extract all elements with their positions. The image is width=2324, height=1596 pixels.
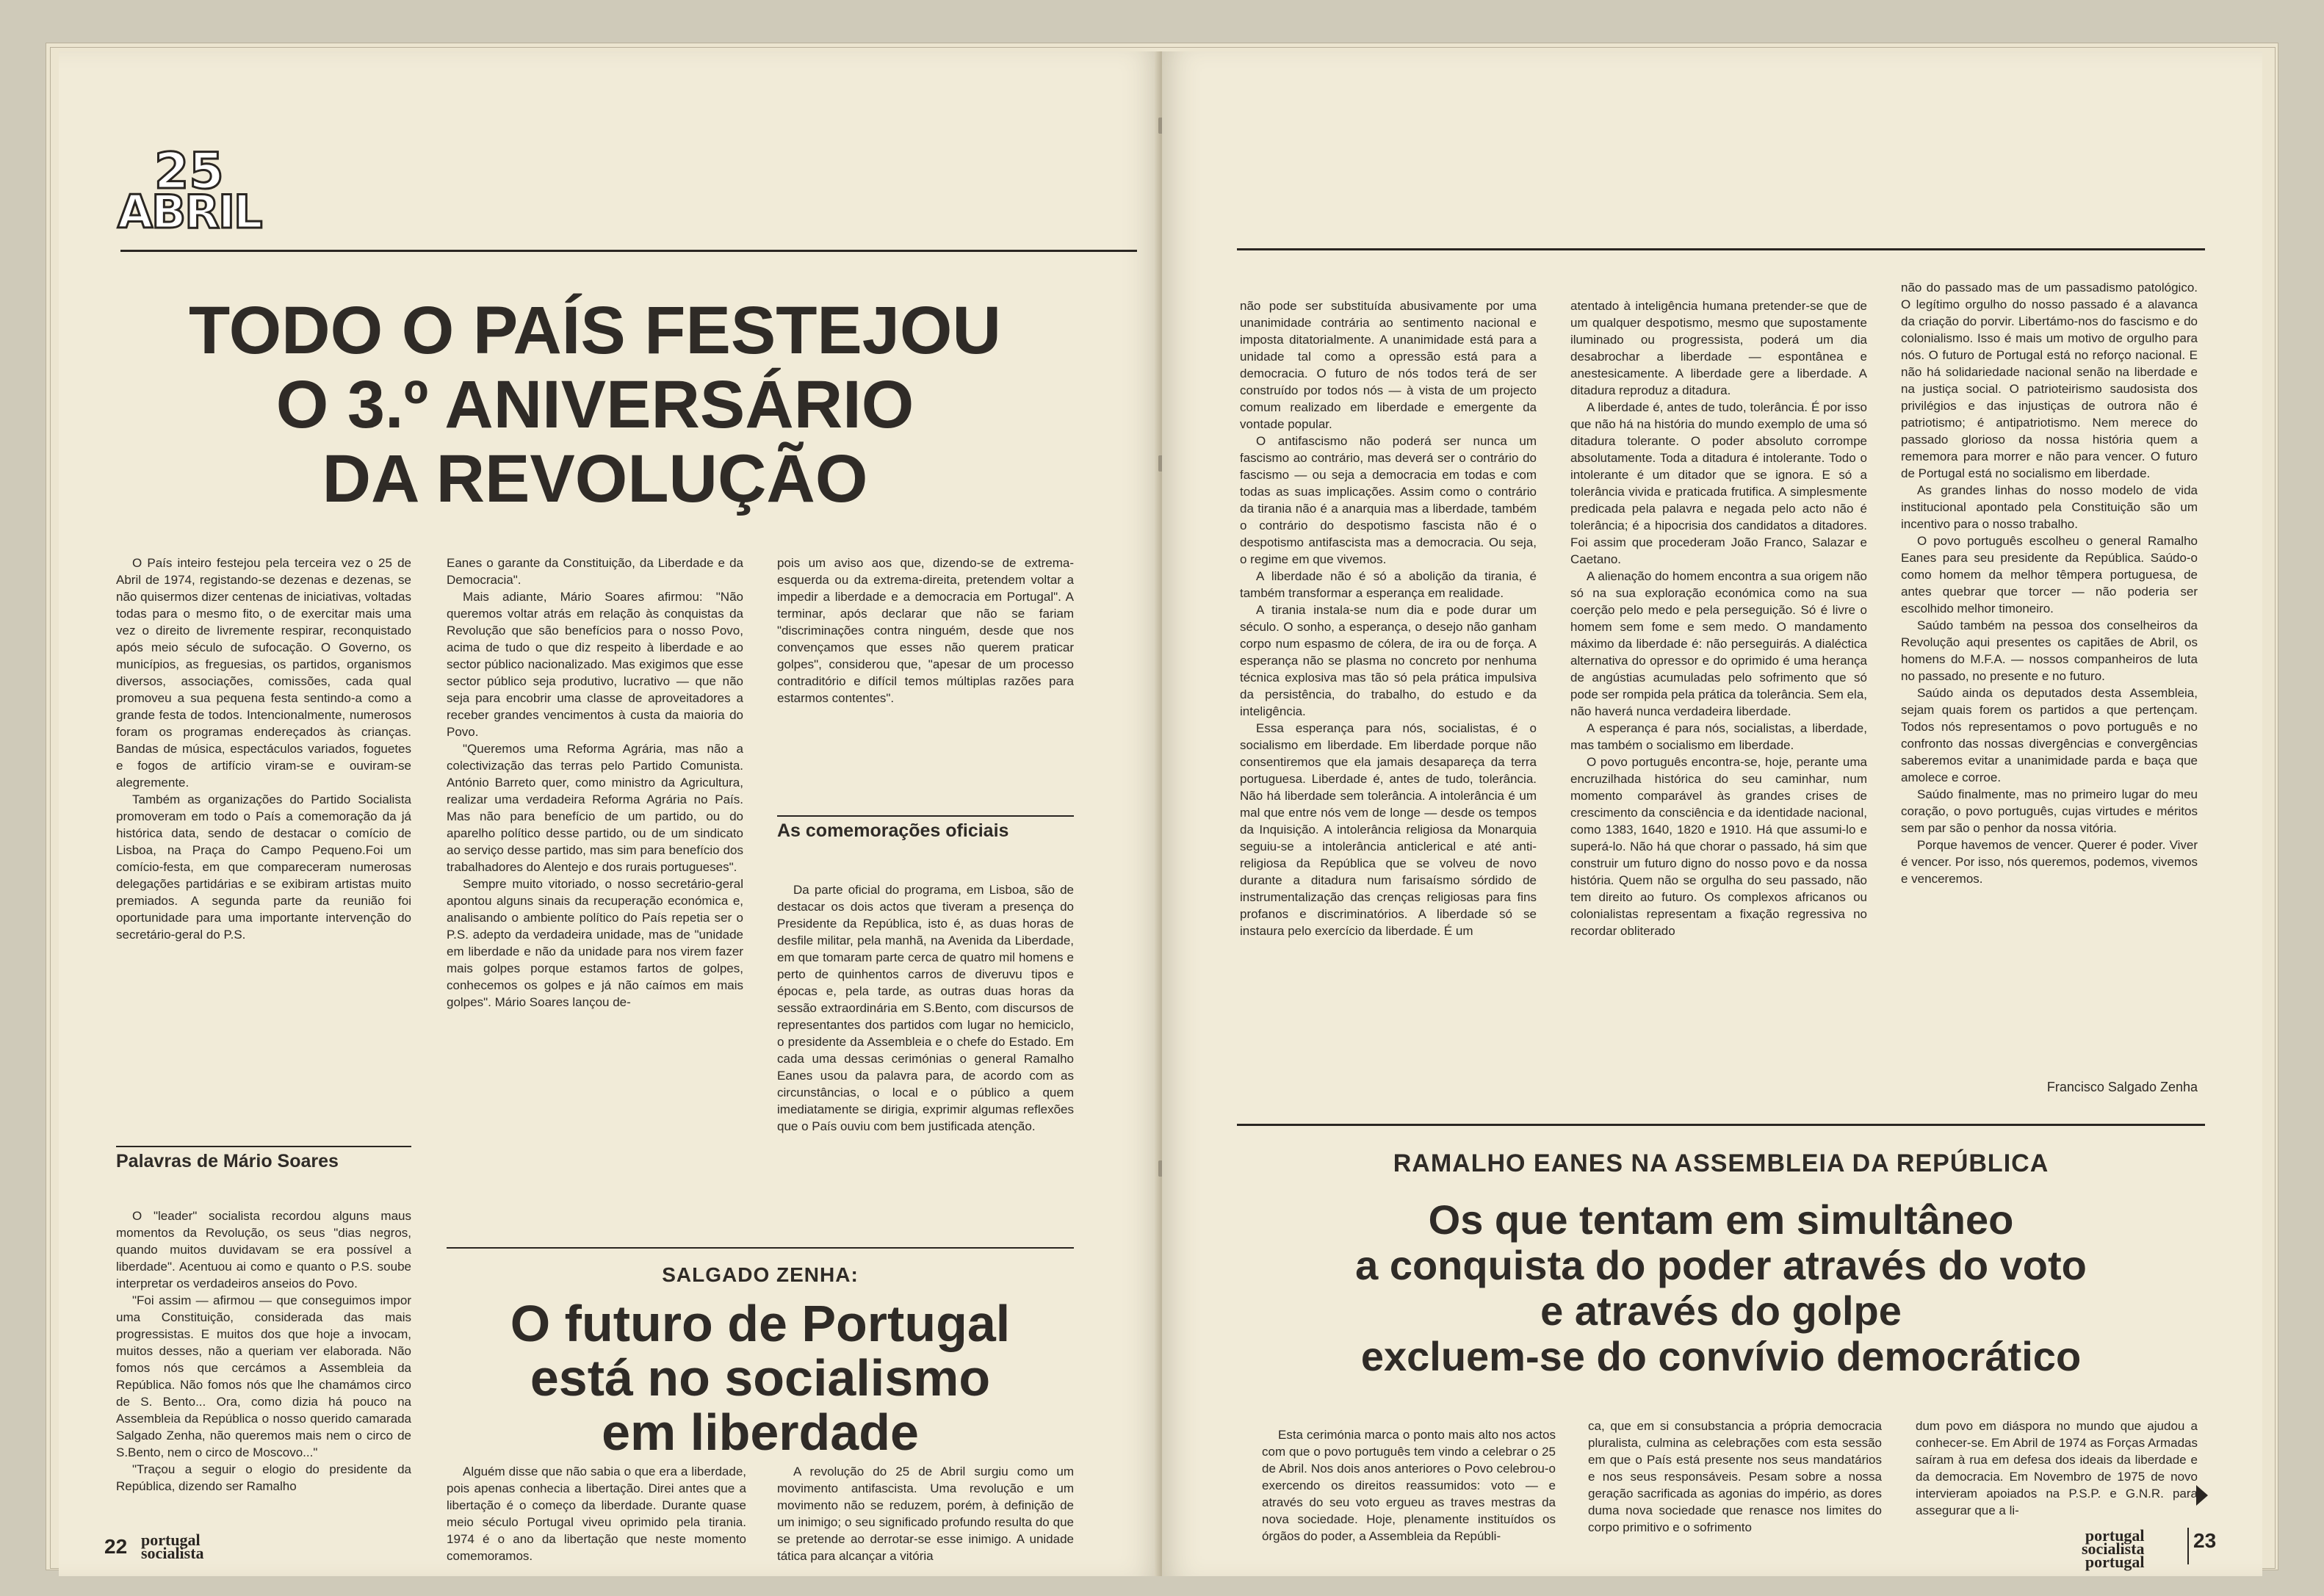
- article-column-3: [777, 555, 1074, 808]
- 25-abril-logo: [118, 142, 261, 250]
- headline-line: está no socialismo: [530, 1349, 991, 1407]
- paragraph: dum povo em diáspora no mundo que ajudou a conhecer-se. Em Abril de 1974 as Forças Armadas saíram à rua em defesa dos ideais da liberdade e da democracia. Em Novembro de 1975 de novo intervieram apoiados na P.S.P. e G.N.R. para assegurar que a li-: [1916, 1419, 2198, 1517]
- paragraph: Saúdo ainda os deputados desta Assembleia, sejam quais forem os partidos a que pertençam. Todos nós representamos o povo português e no confronto das nossas divergências e convergências saberemos evitar a unanimidade parda e baça que amolece e corroe.: [1901, 686, 2198, 784]
- section-rule: [116, 1146, 411, 1147]
- paragraph: Porque havemos de vencer. Querer é poder. Viver é vencer. Por isso, nós queremos, podemos, vivemos e venceremos.: [1901, 838, 2198, 886]
- section-rule: [1237, 1124, 2205, 1126]
- logo-number: 25: [154, 142, 224, 201]
- subhead-comemoracoes: As comemorações oficiais: [777, 820, 1009, 841]
- paragraph: Saúdo finalmente, mas no primeiro lugar do meu coração, o povo português, cujas virtudes e méritos sem par são o penhor da nossa vitória.: [1901, 787, 2198, 835]
- zenha-kicker: SALGADO ZENHA:: [662, 1263, 859, 1286]
- portugal-socialista-logo: [141, 1531, 204, 1562]
- right-page: [1162, 51, 2262, 1576]
- paragraph: A liberdade é, antes de tudo, tolerância. É por isso que não há na história do mundo exemplo de uma só ditadura tolerante. O poder absoluto corrompe absolutamente. Toda a ditadura é intolerante. Todo o intolerante é um ditador que se ignora. E só a tolerância vivida e praticada frutifica. A simplesmente predicada pela palavra e negada pelo acto não é tolerância; é a hipocrisia dos candidatos a ditadores. Foi assim que procederam João Franco, Salazar e Caetano.: [1570, 400, 1867, 566]
- speech-column-3: [1901, 279, 2198, 1080]
- paragraph: O povo português escolheu o general Ramalho Eanes para seu presidente da República. Saúdo-o como homem da melhor têmpera portuguesa, de antes quebrar que torcer — não poderia ser escolhido melhor timoneiro.: [1901, 534, 2198, 615]
- eanes-column-1: [1262, 1426, 1556, 1573]
- paragraph: "Foi assim — afirmou — que conseguimos impor uma Constituição, considerada das mais progressistas. E muitos dos que hoje a invocam, muitos desses, não a queriam ver elaborada. Não fomos nós que cercámos a Assembleia da República. Não fomos nós que lhe chamámos circo de S. Bento... Ora, como dizia há pouco na Assembleia da República o nosso querido camarada Salgado Zenha, não queremos mais nem o circo de S.Bento, nem o circo de Moscovo...": [116, 1293, 411, 1459]
- header-rule: [1237, 248, 2205, 250]
- article-column-2: [447, 555, 743, 1241]
- paragraph: O antifascismo não poderá ser nunca um fascismo ao contrário, mas deverá ser o contrário do fascismo — ou seja a democracia em todas e com todas as suas implicações. Assim como o contrário da tirania não é a anarquia mas a liberdade, também o contrário do despotismo fascista não é o despotismo antifascista mas a democracia. Ou seja, o regime em que vivemos.: [1240, 434, 1537, 566]
- left-page: [59, 51, 1161, 1576]
- paragraph: Alguém disse que não sabia o que era a liberdade, pois apenas conhecia a libertação. Direi antes que a libertação é o começo da liberdade. Durante quase meio século Portugal viveu oprimido pela tirania. 1974 é o ano da libertação que neste momento comemoramos.: [447, 1465, 746, 1563]
- author-signature: Francisco Salgado Zenha: [2046, 1080, 2198, 1094]
- paragraph: O País inteiro festejou pela terceira vez o 25 de Abril de 1974, registando-se dezenas e dezenas, se não quisermos dizer centenas de iniciativas, voltadas todas para o mesmo fito, o de exercitar mais uma vez o direito de livremente respirar, reconquistado após meio século de sufocação. O Governo, os municípios, as freguesias, os partidos, organismos diversos, associações, comissões, cada qual promoveu a sua pequena festa sentindo-a como a grande festa de todos. Intencionalmente, numerosos foram os programas endereçados às crianças. Bandas de música, espectáculos variados, foguetes e fogos de artifício viram-se e ouviram-se alegremente.: [116, 556, 411, 790]
- headline-line: DA REVOLUÇÃO: [322, 441, 868, 517]
- paragraph: O "leader" socialista recordou alguns maus momentos da Revolução, os seus "dias negros, quando muitos duvidavam se era possível a liberdade". Acentuou ai como e quanto o P.S. soube interpretar os verdadeiros anseios do Povo.: [116, 1209, 411, 1290]
- paragraph: Esta cerimónia marca o ponto mais alto nos actos com que o povo português tem vindo a celebrar o 25 de Abril. Nos dois anos anteriores o Povo celebrou-o exercendo os direitos reassumidos: voto — e através do seu voto ergueu as traves mestras da nova sociedade. Hoje, plenamente instituídos os órgãos do poder, a Assembleia da Repúbli-: [1262, 1428, 1556, 1543]
- paragraph: O povo português encontra-se, hoje, perante uma encruzilhada histórica do seu caminhar, num momento comparável às grandes crises de crescimento da consciência e da identidade nacional, como 1383, 1640, 1820 e 1910. Há que assumi-lo e superá-lo. Não há que chorar o passado, há sim que construir um futuro digno do nosso povo e da nossa história. Quem não se orgulha do seu passado, não tem direito ao futuro. Os complexos africanos ou colonialistas representam a fixação regressiva no recordar obliterado: [1570, 755, 1867, 938]
- paragraph: Saúdo também na pessoa dos conselheiros da Revolução aqui presentes os capitães de Abril, os homens do M.F.A. — nossos companheiros de luta no passado, no presente e no futuro.: [1901, 618, 2198, 683]
- headline-line: em liberdade: [602, 1404, 919, 1461]
- paragraph: A esperança é para nós, socialistas, a liberdade, mas também o socialismo em liberdade.: [1570, 721, 1867, 752]
- headline-line: excluem-se do convívio democrático: [1360, 1333, 2082, 1379]
- headline-line: e através do golpe: [1540, 1288, 1902, 1334]
- eanes-column-2: [1588, 1418, 1882, 1572]
- brand-line: portugal: [2085, 1526, 2145, 1545]
- eanes-kicker: RAMALHO EANES NA ASSEMBLEIA DA REPÚBLICA: [1393, 1149, 2049, 1177]
- paragraph: A tirania instala-se num dia e pode durar um século. O sonho, a esperança, o desejo não ganham corpo num espasmo de cólera, de ira ou de força. A esperança não se plasma no concreto por nenhuma técnica explosiva mas tão só pela prática impulsiva da persistência, do trabalho, do estudo e da inteligência.: [1240, 603, 1537, 718]
- speech-column-2: [1570, 297, 1867, 1113]
- paragraph: A alienação do homem encontra a sua origem não só na sua exploração económica como na sua coerção pelo medo e pela perseguição. Só é livre o homem sem fome e sem medo. O mandamento máximo da liberdade é: não perseguirás. A dialéctica alternativa do opressor e do oprimido é uma herança de angústias acumuladas pelo sofrimento que só pode ser rompida pela prática da tolerância. Sem ela, não haverá nunca verdadeira liberdade.: [1570, 569, 1867, 718]
- paragraph: Essa esperança para nós, socialistas, é o socialismo em liberdade. Em liberdade porque não consentiremos que ela jamais desapareça da terra portuguesa. Liberdade é, antes de tudo, tolerância. Não há liberdade sem tolerância. A intolerância é um mal que entre nós vem de longe — desde os tempos da Inquisição. A intolerância religiosa da Monarquia seguiu-se a intolerância anticlerical e até anti-religiosa da República que se volveu de novo durante a ditadura num farisaísmo sórdido de instrumentalização das crenças religiosas para fins profanos e discriminatórios. A liberdade só se instaura pelo exercício da liberdade. É um: [1240, 721, 1537, 938]
- page-number: 23: [2193, 1529, 2217, 1552]
- paragraph: A liberdade não é só a abolição da tirania, é também transformar a esperança em realidade.: [1240, 569, 1537, 600]
- paragraph: Eanes o garante da Constituição, da Liberdade e da Democracia".: [447, 556, 743, 587]
- paragraph: As grandes linhas do nosso modelo de vida institucional apontado pela Constituição são um incentivo para o nosso trabalho.: [1901, 483, 2198, 531]
- paragraph: não do passado mas de um passadismo patológico. O legítimo orgulho do nosso passado é a alavanca da criação do porvir. Libertámo-nos do fascismo e do colonialismo. Isso é mais um motivo de orgulho para nós. O futuro de Portugal está no reforço nacional. E não há solidariedade nacional senão na liberdade e na justiça social. O patrioteirismo saudosista dos privilégios e das injustiças de outrora não é patriotismo; é antipatriotismo. Nem merece do passado glorioso da nossa história quem a rememora para morrer e não para vencer. O futuro de Portugal está no socialismo em liberdade.: [1901, 281, 2198, 480]
- brand-line: socialista: [2082, 1539, 2145, 1558]
- headline-line: O futuro de Portugal: [510, 1295, 1011, 1352]
- article-column-1: [116, 555, 411, 1142]
- continue-arrow-icon: [2196, 1485, 2208, 1506]
- logo-word: ABRIL: [118, 185, 261, 239]
- paragraph: não pode ser substituída abusivamente por uma unanimidade contrária ao sentimento nacional e imposta ditatorialmente. A unanimidade está para a unidade tal como a opressão está para a democracia. O futuro de nós todos terá de ser construído por todos nós — à vista de um projecto comum realizado em liberdade e emergente da vontade popular.: [1240, 299, 1537, 431]
- brand-line: portugal: [2085, 1553, 2145, 1571]
- headline-line: O 3.º ANIVERSÁRIO: [275, 367, 914, 443]
- article-column-1-continued: [116, 1207, 411, 1575]
- page-number: 22: [104, 1535, 128, 1558]
- brand-line: socialista: [141, 1544, 204, 1562]
- zenha-headline: [447, 1296, 1074, 1459]
- paragraph: Da parte oficial do programa, em Lisboa, são de destacar os dois actos que tiveram a presença do Presidente da República, isto é, as duas horas de desfile militar, pela manhã, na Avenida da Liberdade, em que tomaram parte cerca de quatro mil homens e perto de quinhentos carros de diveruvu tipos e épocas e, pela tarde, as outras duas horas da sessão extraordinária em S.Bento, com discursos de representantes dos partidos com lugar no hemiciclo, o presidente da Assembleia e o chefe do Estado. Em cada uma dessas cerimónias o general Ramalho Eanes usou da palavra para, de acordo com as circunstâncias, o local e o público a quem imediatamente se dirigia, exprimir algumas reflexões que o País ouviu com bem justificada atenção.: [777, 883, 1074, 1133]
- paragraph: Também as organizações do Partido Socialista promoveram em todo o País a comemoração da já histórica data, sendo de destacar o comício de Lisboa, na Praça do Campo Pequeno.Foi um comício-festa, em que compareceram numerosas delegações partidárias e se exibiram artistas muito premiados. A segunda parte da reunião foi oportunidade para uma importante intervenção do secretário-geral do P.S.: [116, 792, 411, 942]
- zenha-column-2: [777, 1463, 1074, 1573]
- paragraph: ca, que em si consubstancia a própria democracia pluralista, culmina as celebrações com esta sessão em que o País está presente nos seus mandatários e nos seus responsáveis. Pesam sobre a nossa geração sacrificada as agonias do império, as dores duma nova sociedade que renasce nos limites do corpo primitivo e o sofrimento: [1588, 1419, 1882, 1534]
- section-rule: [777, 815, 1074, 817]
- article-column-3-continued: [777, 881, 1074, 1241]
- paragraph: Sempre muito vitoriado, o nosso secretário-geral apontou alguns sinais da recuperação económica e, analisando o ambiente político do País repetia ser o P.S. adepto da verdadeira unidade, mas de "unidade em liberdade e não da unidade para nos virem fazer mais golpes porque estamos fartos de golpes, conhecemos os golpes e já não caímos em mais golpes". Mário Soares lançou de-: [447, 877, 743, 1009]
- paragraph: A revolução do 25 de Abril surgiu como um movimento antifascista. Uma revolução e um movimento não se reduzem, porém, à definição de um inimigo; o seu significado profundo resulta do que se pretende ao derrotar-se esse inimigo. A unidade tática para alcançar a vitória: [777, 1465, 1074, 1563]
- brand-line: portugal: [141, 1531, 201, 1549]
- paragraph: Mais adiante, Mário Soares afirmou: "Não queremos voltar atrás em relação às conquistas da Revolução que são benefícios para o nosso Povo, acima de tudo o que diz respeito à liberdade e ao sector público nacionalizado. Mas exigimos que esse sector público seja produtivo, lucrativo — que não seja para encobrir uma classe de aproveitadores a receber grandes vencimentos à custa da maioria do Povo.: [447, 590, 743, 739]
- section-rule: [447, 1247, 1074, 1249]
- paragraph: atentado à inteligência humana pretender-se que de um qualquer despotismo, mesmo que supostamente iluminado ou progressista, poderá um dia desabrochar a liberdade — espontânea e anestesicamente. A liberdade gere a liberdade. A ditadura reproduz a ditadura.: [1570, 299, 1867, 397]
- eanes-headline: [1237, 1197, 2205, 1379]
- subhead-palavras: Palavras de Mário Soares: [116, 1151, 339, 1171]
- main-headline: [147, 294, 1043, 517]
- headline-line: TODO O PAÍS FESTEJOU: [189, 293, 1001, 368]
- header-rule: [120, 250, 1137, 252]
- paragraph: "Queremos uma Reforma Agrária, mas não a colectivização das terras pelo Partido Comunista. António Barreto quer, como ministro da Agricultura, realizar uma verdadeira Reforma Agrária no País. Mas não para benefício de um partido, ou do aparelho político desse partido, ou de um sindicato ao serviço desse partido, mas sim para benefício dos trabalhadores do Alentejo e dos rurais portugueses".: [447, 742, 743, 874]
- headline-line: a conquista do poder através do voto: [1355, 1242, 2087, 1288]
- paragraph: pois um aviso aos que, dizendo-se de extrema-esquerda ou da extrema-direita, pretendem voltar a impedir a liberdade e a democracia em Portugal". A terminar, após declarar que não se fariam "discriminações contra ninguém, desde que nos convençamos que esses não querem praticar golpes", considerou que, "apesar de um processo contraditório e difícil temos múltiplas razões para estarmos contentes".: [777, 556, 1074, 705]
- headline-line: Os que tentam em simultâneo: [1428, 1196, 2014, 1243]
- eanes-column-3: [1916, 1418, 2198, 1528]
- footer-divider: [2187, 1528, 2189, 1564]
- speech-column-1: [1240, 297, 1537, 1113]
- zenha-column-1: [447, 1463, 746, 1573]
- paragraph: "Traçou a seguir o elogio do presidente da República, dizendo ser Ramalho: [116, 1462, 411, 1493]
- portugal-socialista-logo: [2082, 1526, 2145, 1571]
